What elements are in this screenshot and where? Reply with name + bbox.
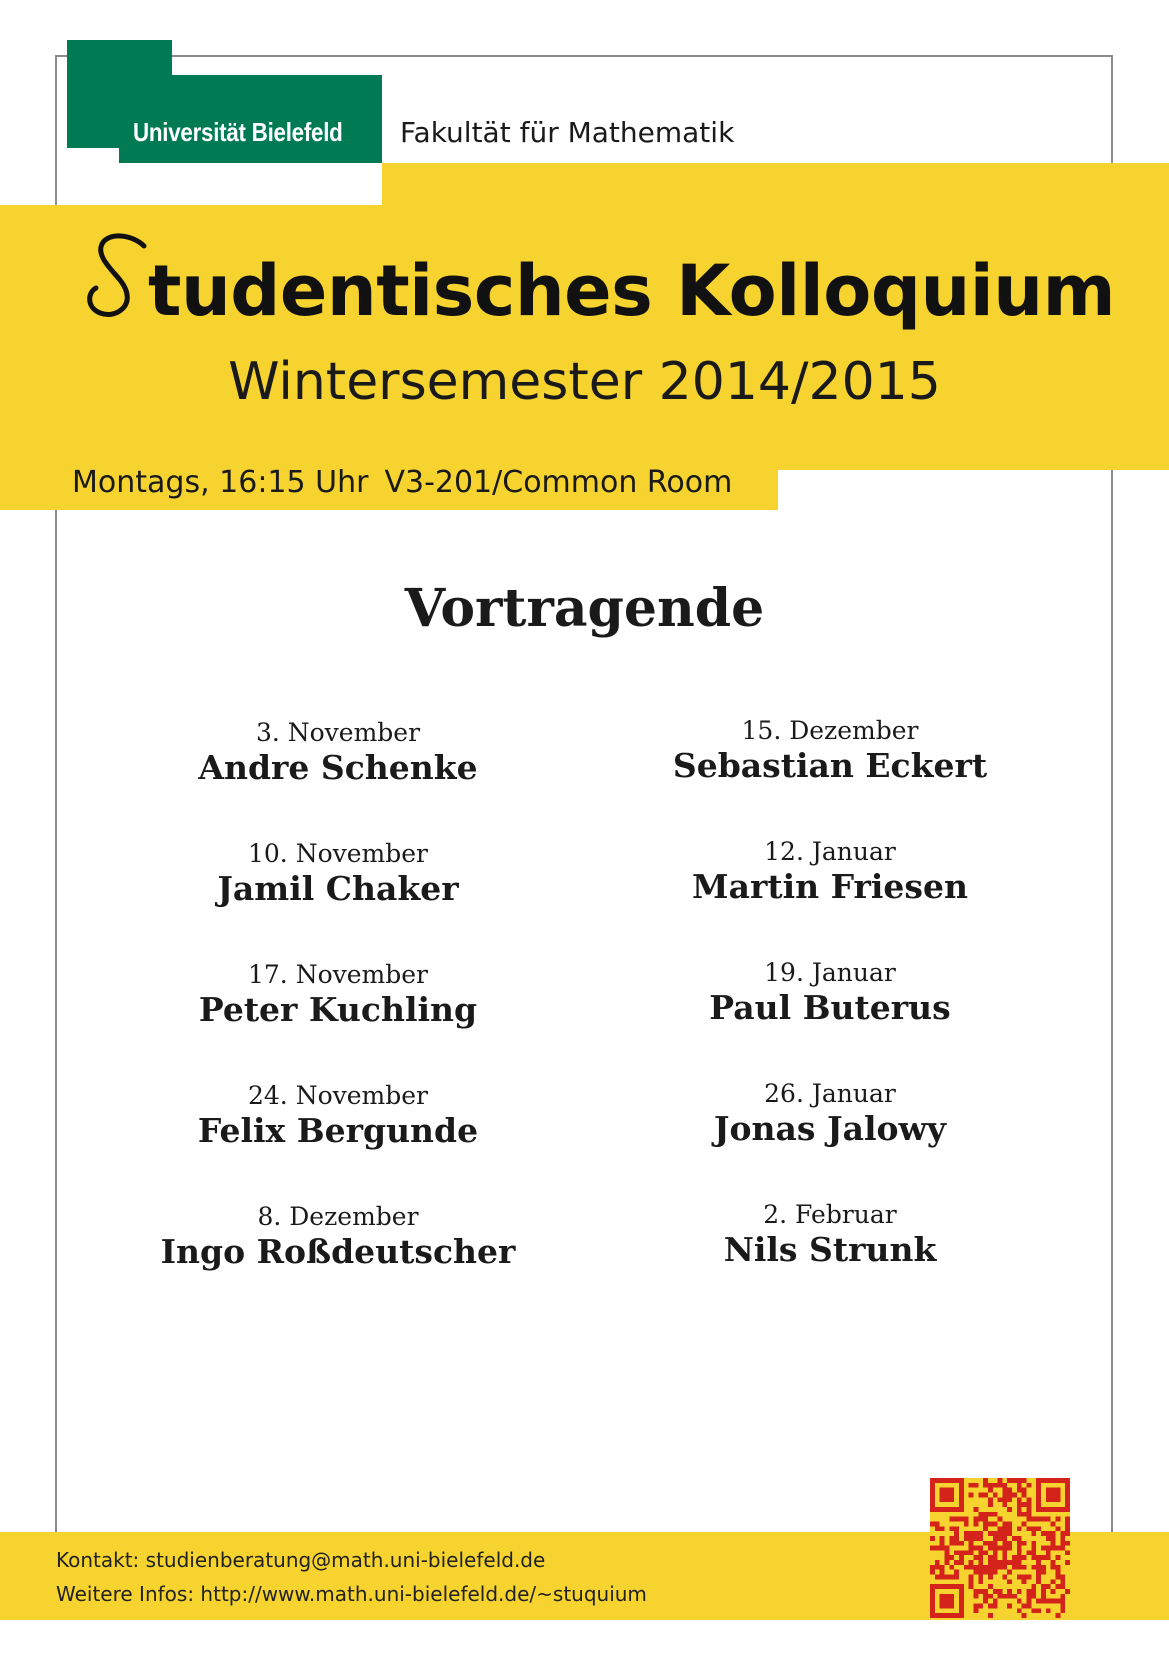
- talk-item: [128, 839, 548, 960]
- schedule-time: Montags, 16:15 Uhr: [72, 465, 369, 500]
- talks-column-right: [620, 716, 1040, 1321]
- talk-date: 2. Februar: [763, 1200, 897, 1229]
- talk-item: [620, 837, 1040, 958]
- talk-item: [128, 1202, 548, 1323]
- faculty-name: Fakultät für Mathematik: [400, 116, 735, 149]
- talk-item: [620, 1200, 1040, 1321]
- talk-date: 26. Januar: [764, 1079, 896, 1108]
- talk-speaker: Paul Buterus: [709, 988, 951, 1027]
- talk-item: [128, 960, 548, 1081]
- talk-speaker: Peter Kuchling: [198, 990, 478, 1029]
- contact-line: Kontakt: studienberatung@math.uni-bielefeld.de: [56, 1548, 546, 1572]
- talk-date: 12. Januar: [764, 837, 896, 866]
- talk-date: 17. November: [247, 960, 428, 989]
- talk-date: 3. November: [255, 718, 421, 747]
- schedule-room: V3-201/Common Room: [384, 465, 733, 500]
- talks-column-left: [128, 718, 548, 1323]
- talk-date: 24. November: [247, 1081, 428, 1110]
- talk-speaker: Sebastian Eckert: [672, 746, 988, 785]
- talk-speaker: Martin Friesen: [692, 867, 968, 906]
- talk-item: [128, 1081, 548, 1202]
- university-name: Universität Bielefeld: [133, 117, 343, 147]
- title-text: tudentisches Kolloquium: [148, 250, 1116, 332]
- talk-speaker: Jamil Chaker: [217, 869, 459, 908]
- talk-speaker: Andre Schenke: [198, 748, 478, 787]
- talk-item: [620, 1079, 1040, 1200]
- talk-date: 8. Dezember: [257, 1202, 419, 1231]
- talk-item: [620, 958, 1040, 1079]
- talk-speaker: Ingo Roßdeutscher: [160, 1232, 516, 1271]
- semester-subtitle: Wintersemester 2014/2015: [228, 352, 941, 412]
- talk-date: 19. Januar: [764, 958, 896, 987]
- info-line: Weitere Infos: http://www.math.uni-bielefeld.de/~stuquium: [56, 1582, 647, 1606]
- talk-date: 10. November: [247, 839, 428, 868]
- qr-code-icon: [930, 1478, 1070, 1618]
- university-logo-notch: [67, 148, 119, 163]
- speakers-heading: Vortragende: [404, 578, 765, 639]
- talk-speaker: Felix Bergunde: [197, 1111, 479, 1150]
- header-band-top: [382, 163, 1169, 208]
- talk-speaker: Jonas Jalowy: [713, 1109, 947, 1148]
- talk-date: 15. Dezember: [741, 716, 919, 745]
- schedule-line: [72, 465, 732, 500]
- talk-speaker: Nils Strunk: [723, 1230, 937, 1269]
- talk-item: [620, 716, 1040, 837]
- talk-item: [128, 718, 548, 839]
- stylized-s-logo: [82, 230, 152, 330]
- poster-title: [82, 230, 1116, 340]
